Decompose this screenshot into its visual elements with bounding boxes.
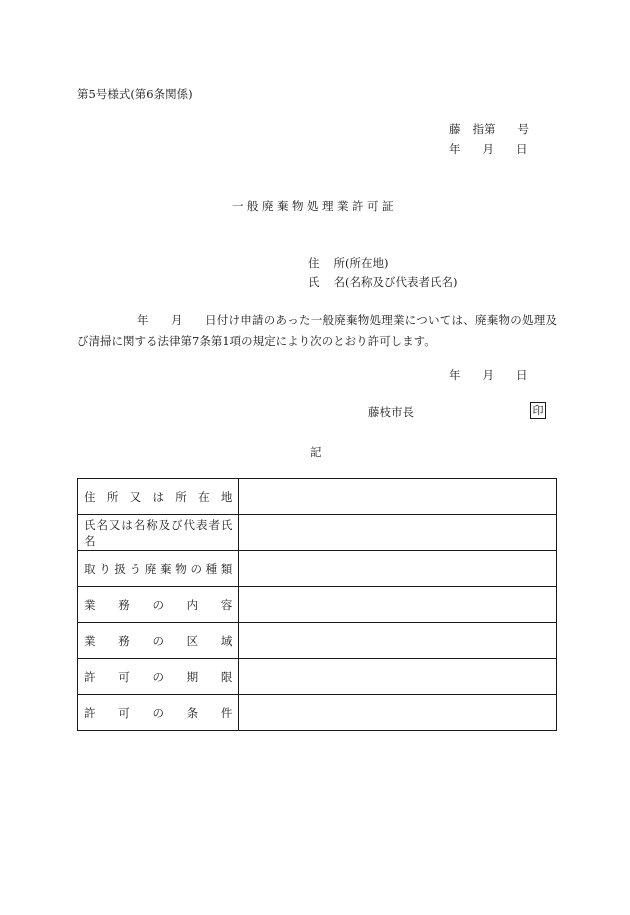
row-label-waste-type: 取り扱う廃棄物の種類 <box>78 551 239 587</box>
issue-day: 日 <box>516 142 528 156</box>
issuer-name: 藤枝市長 <box>368 405 414 419</box>
row-value-waste-type[interactable] <box>239 551 557 587</box>
name-label-2: 名(名称及び代表者氏名) <box>333 275 458 289</box>
seal-stamp: 印 <box>530 402 546 419</box>
table-row <box>78 695 557 731</box>
applicant-name-line <box>308 274 457 290</box>
signature-date <box>449 367 528 383</box>
table-row <box>78 479 557 515</box>
issue-month: 月 <box>482 142 494 156</box>
sign-day: 日 <box>516 368 528 382</box>
table-row <box>78 515 557 551</box>
row-value-address[interactable] <box>239 479 557 515</box>
body-year: 年 <box>137 313 149 327</box>
form-number: 第5号様式(第6条関係) <box>77 87 193 101</box>
row-label-name: 氏名又は名称及び代表者氏名 <box>78 515 239 551</box>
row-value-permit-term[interactable] <box>239 659 557 695</box>
table-row <box>78 659 557 695</box>
address-label-2: 所(所在地) <box>333 256 389 270</box>
permit-go: 号 <box>517 122 529 136</box>
row-label-address: 住所又は所在地 <box>78 479 239 515</box>
row-value-name[interactable] <box>239 515 557 551</box>
sign-year: 年 <box>449 368 461 382</box>
document-title: 一般廃棄物処理業許可証 <box>232 199 397 213</box>
table-row <box>78 551 557 587</box>
permit-shi: 指第 <box>472 122 496 136</box>
address-label-1: 住 <box>308 256 320 270</box>
permit-prefix: 藤 <box>449 122 461 136</box>
sign-month: 月 <box>482 368 494 382</box>
table-row <box>78 587 557 623</box>
permit-number-line <box>449 121 529 137</box>
row-value-business-content[interactable] <box>239 587 557 623</box>
row-label-business-area: 業務の区域 <box>78 623 239 659</box>
row-label-permit-conditions: 許可の条件 <box>78 695 239 731</box>
ki-heading: 記 <box>310 445 322 459</box>
issue-date <box>449 141 528 157</box>
details-table <box>77 478 557 731</box>
body-month: 月 <box>170 313 183 327</box>
row-value-business-area[interactable] <box>239 623 557 659</box>
permit-body-text <box>77 310 557 352</box>
body-text: 日付け申請のあった一般廃棄物処理業については、廃棄物の処理及び清掃に関する法律第7条第1項の規定により次のとおり許可します。 <box>77 313 558 348</box>
row-label-business-content: 業務の内容 <box>78 587 239 623</box>
table-row <box>78 623 557 659</box>
issue-year: 年 <box>449 142 461 156</box>
row-label-permit-term: 許可の期限 <box>78 659 239 695</box>
name-label-1: 氏 <box>308 275 320 289</box>
row-value-permit-conditions[interactable] <box>239 695 557 731</box>
applicant-address-line <box>308 255 388 271</box>
